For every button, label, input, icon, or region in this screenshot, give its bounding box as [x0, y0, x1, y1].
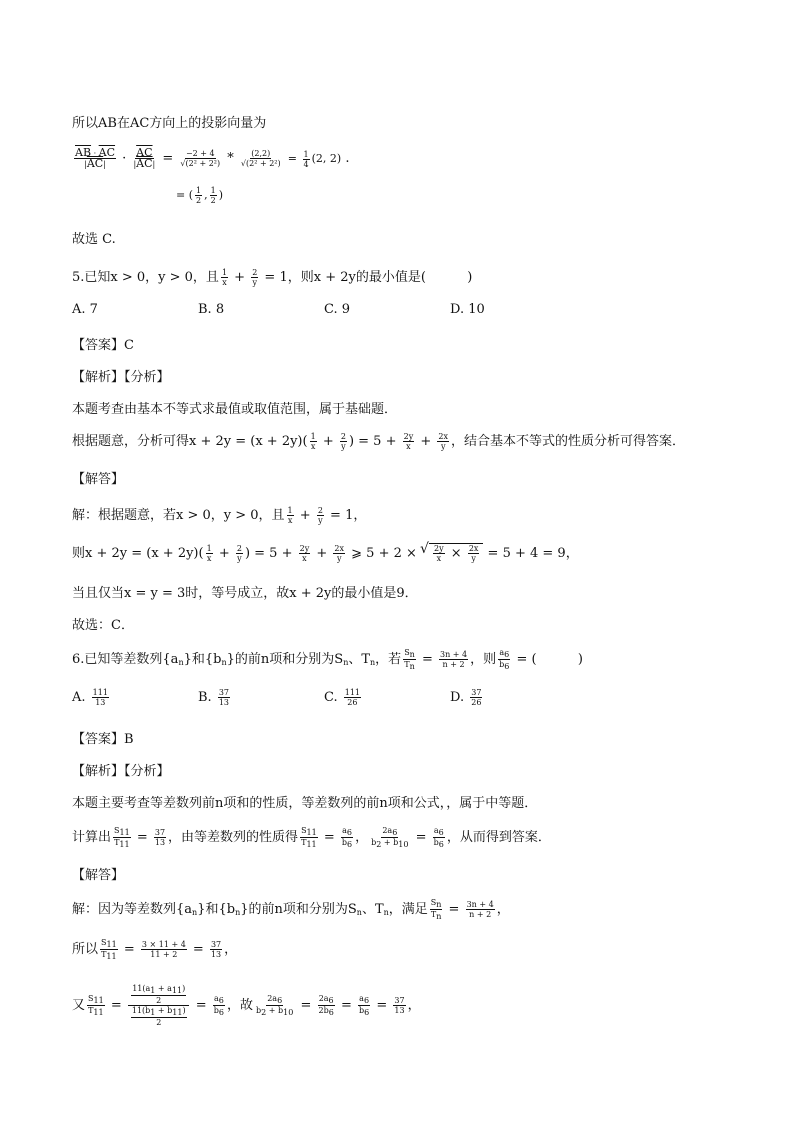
q5-options: [72, 302, 576, 317]
q6-option-b: B. $\frac{37}{13}$: [198, 688, 230, 707]
q6-analysis-2: 计算出 $\frac{S11}{T11}$ = $\frac{37}{13}$ ，由等差数列的性质得 $\frac{S11}{T11}$ = $\frac{a6}{b6}$ ， $\frac{2a6}{b2 + b10}$ = $\frac{a6}{b6}$ ，从而得到答案．: [72, 826, 551, 849]
q5-solution-label: 【解答】: [72, 472, 125, 487]
q5-sol-1: 解：根据题意，若x > 0，y > 0，且 $\frac{1}{x}$ + $\frac{2}{y}$ = 1，: [72, 506, 367, 525]
proj-formula-line2: = ( $\frac{1}{2}$ , $\frac{1}{2}$ ): [176, 186, 223, 205]
q5-analysis-2: 根据题意，分析可得x + 2y = (x + 2y)( $\frac{1}{x}$ + $\frac{2}{y}$ ) = 5 + $\frac{2y}{x}$ + $\frac{2x}{y}$ ，结合基本不等式的性质分析可得答案．: [72, 432, 686, 451]
q6-stem: 6.已知等差数列$\{a_n\}$和$\{b_n\}$的前n项和分别为$S_n$、$T_n$，若 $\frac{Sn}{Tn}$ = $\frac{3n + 4}{n + 2}$ ，则 $\frac{a6}{b6}$ = ( ): [72, 648, 583, 671]
q5-sol-3: 当且仅当x = y = 3时，等号成立，故x + 2y的最小值是9．: [72, 586, 418, 601]
q5-analysis-1: 本题考查由基本不等式求最值或取值范围，属于基础题．: [72, 402, 398, 417]
proj-formula: $\frac{\overline{AB} \cdot \overline{AC}}{|\overline{AC}|}$ · $\frac{\overline{AC}}{|\overline{AC}|}$ = $\frac{-2 + 4}{\text{√(2² + 2²)}}$ * $\frac{(2,2)}{\text{√(2² + 2²)}}$ = $\frac{1}{4}$ (2, 2) .: [75, 146, 350, 170]
q5-option-b: B. 8: [198, 302, 225, 317]
q5-sol-2: 则x + 2y = (x + 2y)( $\frac{1}{x}$ + $\frac{2}{y}$ ) = 5 + $\frac{2y}{x}$ + $\frac{2x}{y}$ ⩾ 5 + 2 × √ $\frac{2y}{x}$ × $\frac{2x}{y}$ = 5 + 4 = 9，: [72, 542, 579, 563]
q5-answer: 【答案】C: [72, 338, 134, 353]
proj-intro: 所以AB在AC方向上的投影向量为: [72, 116, 267, 131]
q6-option-a: A. $\frac{111}{13}$: [72, 688, 108, 707]
prev-choice: 故选 C.: [72, 232, 116, 247]
q5-option-d: D. 10: [450, 302, 485, 317]
q6-sol-3: 又 $\frac{S11}{T11}$ = $\frac{\frac{11(a1 + a11)}{2}}{\frac{11(b1 + b11)}{2}}$ = $\frac{a6}{b6}$ ，故 $\frac{2a6}{b2 + b10}$ = $\frac{2a6}{2b6}$ = $\frac{a6}{b6}$ = $\frac{37}{13}$ ，: [72, 984, 421, 1027]
q6-option-c: C. $\frac{111}{26}$: [324, 688, 361, 707]
q5-option-a: A. 7: [72, 302, 98, 317]
q5-analysis-label: 【解析】【分析】: [72, 370, 170, 385]
q6-analysis-1: 本题主要考查等差数列前n项和的性质，等差数列的前n项和公式，，属于中等题．: [72, 796, 538, 811]
q6-sol-2: 所以 $\frac{S11}{T11}$ = $\frac{3 \times 11 + 4}{11 + 2}$ = $\frac{37}{13}$ ，: [72, 938, 238, 961]
q6-sol-1: 解：因为等差数列$\{a_n\}$和$\{b_n\}$的前n项和分别为$S_n$、$T_n$，满足 $\frac{Sn}{Tn}$ = $\frac{3n + 4}{n + 2}$ ，: [72, 898, 510, 921]
q6-answer: 【答案】B: [72, 732, 134, 747]
q6-solution-label: 【解答】: [72, 868, 125, 883]
q5-sol-4: 故选：C．: [72, 618, 134, 633]
q6-options: [72, 688, 576, 707]
q6-analysis-label: 【解析】【分析】: [72, 764, 170, 779]
q5-option-c: C. 9: [324, 302, 351, 317]
q5-stem: 5.已知x > 0，y > 0，且 $\frac{1}{x}$ + $\frac{2}{y}$ = 1，则x + 2y的最小值是( ): [72, 268, 473, 287]
q6-option-d: D. $\frac{37}{26}$: [450, 688, 482, 707]
